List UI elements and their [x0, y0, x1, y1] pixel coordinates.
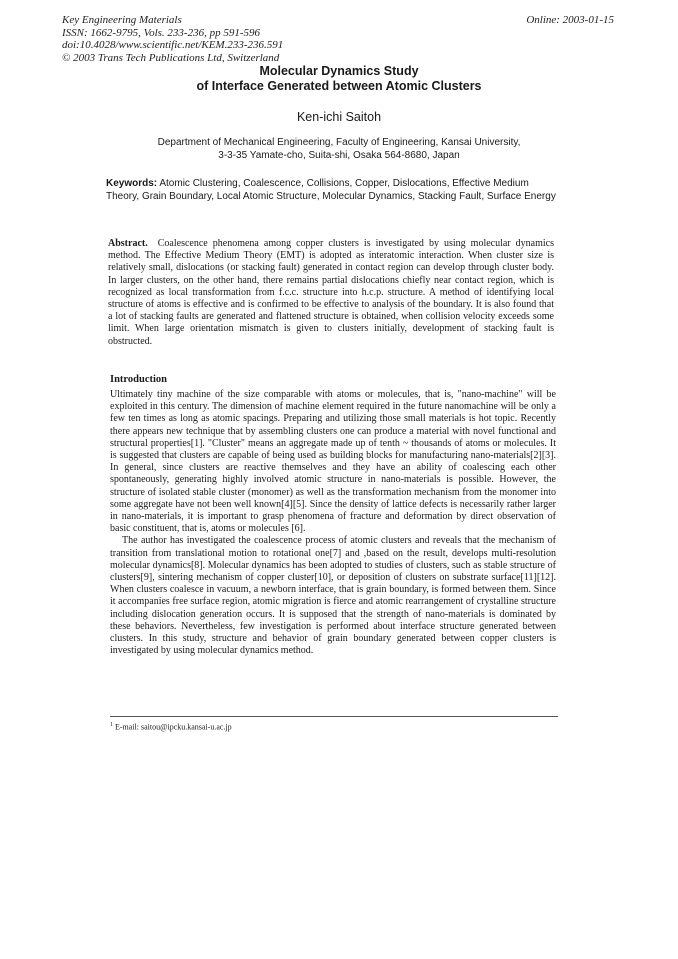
introduction-body	[110, 389, 556, 657]
section-heading-introduction: Introduction	[110, 374, 167, 385]
journal-doi: doi:10.4028/www.scientific.net/KEM.233-236.591	[62, 39, 284, 51]
author-name: Ken-ichi Saitoh	[296, 110, 382, 124]
keywords-label: Keywords:	[106, 178, 158, 189]
affiliation-line-2: 3-3-35 Yamate-cho, Suita-shi, Osaka 564-8680, Japan	[218, 150, 460, 161]
footnote	[110, 722, 232, 732]
footnote-mark: 1	[110, 722, 113, 728]
journal-info	[62, 14, 283, 64]
footnote-divider	[110, 716, 558, 717]
paper-title	[0, 64, 678, 94]
abstract-label: Abstract.	[108, 238, 148, 249]
journal-name: Key Engineering Materials	[62, 14, 182, 26]
online-date: Online: 2003-01-15	[526, 14, 614, 26]
intro-paragraph-2: The author has investigated the coalescence process of atomic clusters and reveals that the mechanism of transition from translational motion to rotational one[7] and ,based on the result, develops multi-resolution molecular dynamics[8]. Molecular dynamics has been adopted to studies of clusters, such as stable structure of clusters[9], sintering mechanism of copper cluster[10], or deposition of clusters on substrate surface[11][12]. When clusters coalesce in vacuum, a newborn interface, that is grain boundary, is formed between them. Since it accompanies free surface region, atomic migration is fierce and atomic rearrangement of crystalline structure including dislocation generation occurs. It is supposed that the strength of nano-materials is dominated by these behaviors. Nevertheless, few investigation is performed about interface structure generated between clusters. In this study, structure and behavior of grain boundary generated between copper clusters is investigated by using molecular dynamics method.	[110, 535, 556, 657]
keywords-text: Atomic Clustering, Coalescence, Collisions, Copper, Dislocations, Effective Medium Theory, Grain Boundary, Local Atomic Structure, Molecular Dynamics, Stacking Fault, Surface Energy	[106, 178, 556, 202]
abstract-block	[108, 238, 554, 348]
affiliation-line-1: Department of Mechanical Engineering, Faculty of Engineering, Kansai University,	[157, 137, 521, 148]
abstract-text: Coalescence phenomena among copper clusters is investigated by using molecular dynamics method. The Effective Medium Theory (EMT) is adopted as interatomic interaction. When cluster size is relatively small, dislocations (or stacking fault) generated in contact region can develop through cluster body. In larger clusters, on the other hand, there remains partial dislocations chiefly near contact region, which is recognized as local transformation from f.c.c. structure into h.c.p. structure. A method of identifying local structure of atoms is effective and is confirmed to be effective to analysis of the boundary. It is also found that a lot of stacking faults are generated and flattened structure is obtained, when collision velocity exceeds some limit. When large orientation mismatch is given to clusters initially, development of stacking fault is obstructed.	[108, 238, 554, 347]
footnote-email: E-mail: saitou@ipcku.kansai-u.ac.jp	[115, 722, 232, 732]
journal-copyright: © 2003 Trans Tech Publications Ltd, Switzerland	[62, 51, 280, 64]
intro-paragraph-1: Ultimately tiny machine of the size comparable with atoms or molecules, that is, "nano-machine" will be exploited in this century. The dimension of machine element required in the future nanomachine will be only a few ten times as long as atomic spacings. Preparing and utilizing those small materials is hot topic. Recently there appears new technique that by assembling clusters one can produce a material with novel functional and structural properties[1]. "Cluster" means an aggregate made up of tenth ~ thousands of atoms or molecules. It is suggested that clusters are capable of being used as building blocks for manufacturing nano-materials[2][3]. In general, since clusters are reactive themselves and they have an ability of coalescing each other spontaneously, generating highly involved atomic structure in nano-materials is possible. However, the structure of isolated stable cluster (monomer) as well as the transformation mechanism from the monomer into some aggregate have not been well known[4][5]. Since the density of lattice defects is necessarily rather larger in nano-materials, it is important to grasp phenomena of fracture and deformation by direct observation of basic constituent, that is, atoms or molecules [6].	[110, 389, 556, 535]
title-line-1: Molecular Dynamics Study	[259, 64, 419, 78]
journal-issn: ISSN: 1662-9795, Vols. 233-236, pp 591-596	[62, 26, 260, 39]
title-line-2: of Interface Generated between Atomic Clusters	[196, 79, 482, 93]
affiliation	[0, 136, 678, 162]
keywords-block	[106, 178, 562, 203]
